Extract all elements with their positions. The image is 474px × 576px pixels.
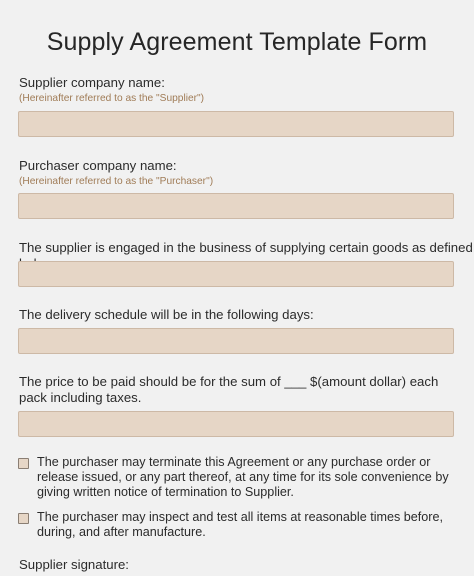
form-title: Supply Agreement Template Form (46, 28, 428, 56)
purchaser-name-hint: (Hereinafter referred to as the "Purchaser") (19, 176, 214, 187)
delivery-schedule-label: The delivery schedule will be in the following days: (19, 307, 314, 322)
supplier-signature-label: Supplier signature: (19, 557, 129, 572)
goods-description-input[interactable] (18, 261, 454, 287)
terminate-agreement-checkbox[interactable] (18, 458, 29, 469)
purchaser-name-label: Purchaser company name: (19, 158, 177, 173)
price-label: The price to be paid should be for the sum of ___ $(amount dollar) each pack including taxes. (19, 374, 439, 405)
supplier-name-hint: (Hereinafter referred to as the "Supplier") (19, 93, 205, 104)
goods-description-label: The supplier is engaged in the business of supplying certain goods as defined (19, 240, 473, 255)
supplier-name-label: Supplier company name: (19, 75, 165, 90)
inspect-items-checkbox[interactable] (18, 513, 29, 524)
supplier-name-input[interactable] (18, 111, 454, 137)
price-input[interactable] (18, 411, 454, 437)
purchaser-name-input[interactable] (18, 193, 454, 219)
delivery-schedule-input[interactable] (18, 328, 454, 354)
inspect-items-text: The purchaser may inspect and test all items at reasonable times before, during, and after manufacture. (37, 510, 444, 539)
terminate-agreement-text: The purchaser may terminate this Agreement or any purchase order or release issued, or any part thereof, at any time for its sole convenience by giving written notice of termination to Supplier. (37, 455, 449, 499)
